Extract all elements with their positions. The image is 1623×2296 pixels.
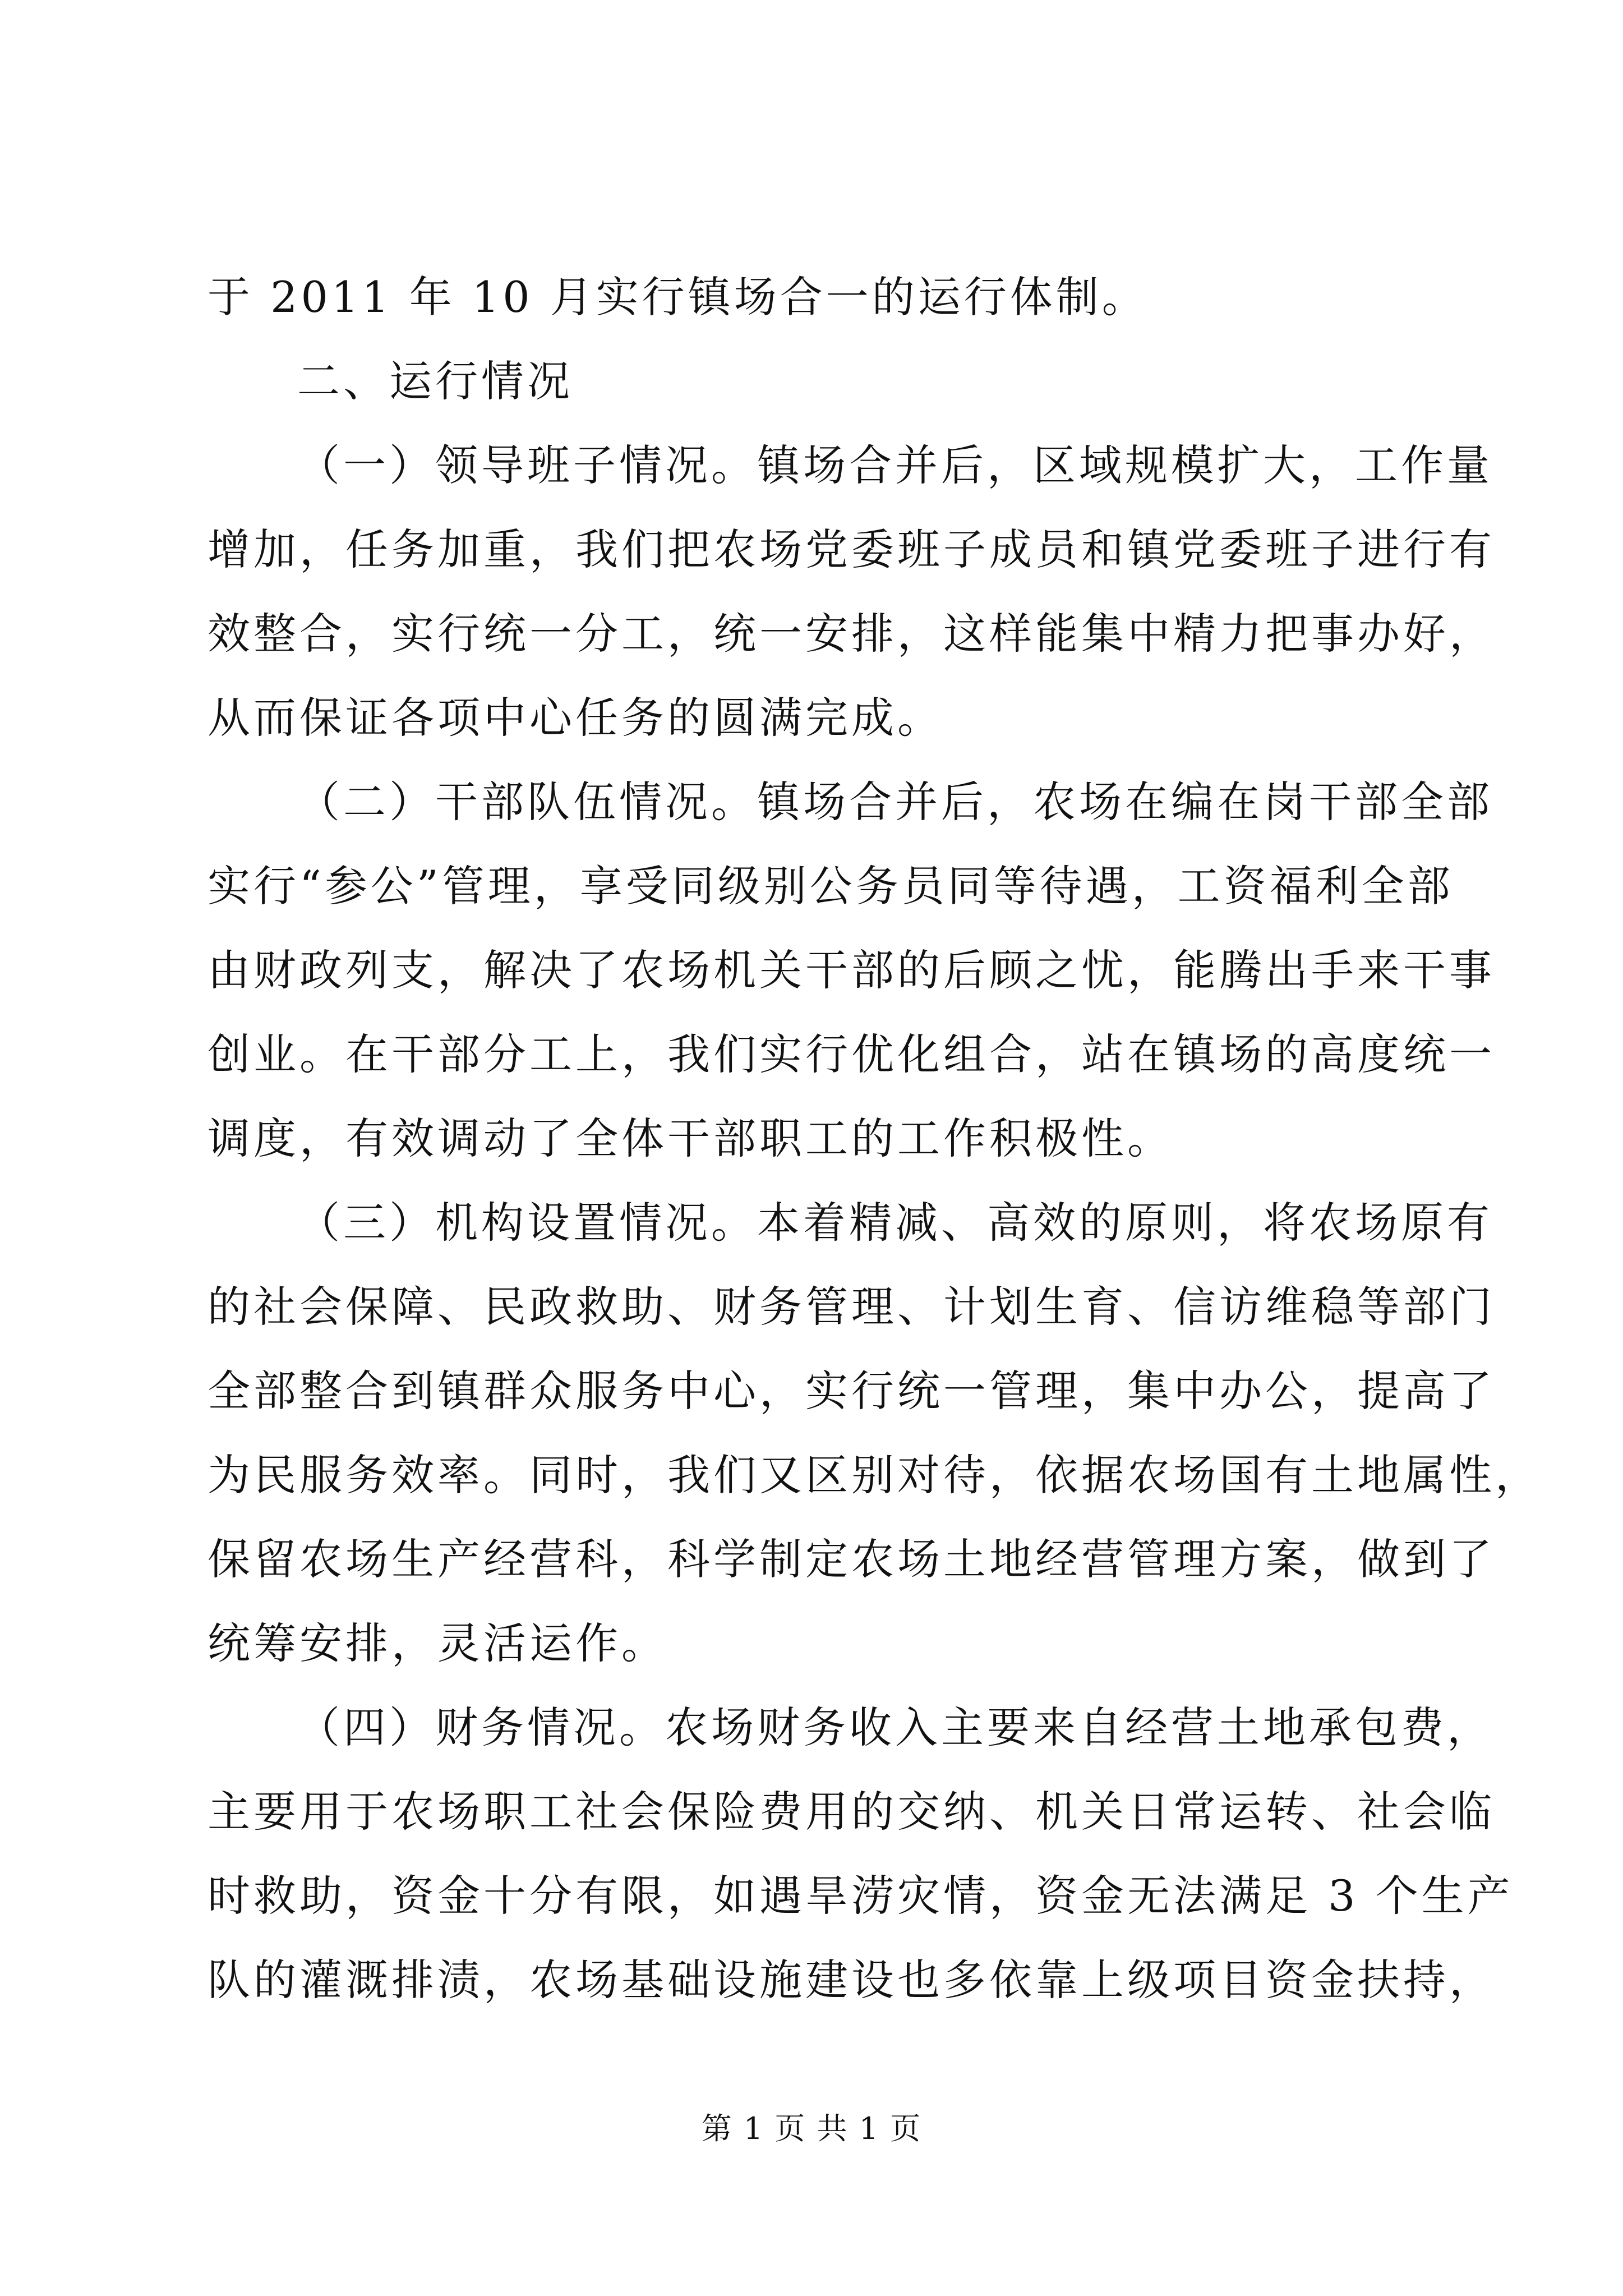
- text-line: （三）机构设置情况。本着精减、高效的原则，将农场原有: [297, 1198, 1493, 1248]
- text-line: 队的灌溉排渍，农场基础设施建设也多依靠上级项目资金扶持，: [208, 1955, 1495, 2005]
- text-line: 创业。在干部分工上，我们实行优化组合，站在镇场的高度统一: [208, 1029, 1495, 1079]
- text-line: 全部整合到镇群众服务中心，实行统一管理，集中办公，提高了: [208, 1366, 1495, 1416]
- text-line: 为民服务效率。同时，我们又区别对待，依据农场国有土地属性，: [208, 1450, 1541, 1500]
- text-line: 调度，有效调动了全体干部职工的工作积极性。: [208, 1114, 1173, 1163]
- text-line: 由财政列支，解决了农场机关干部的后顾之忧，能腾出手来干事: [208, 945, 1495, 995]
- text-line: 时救助，资金十分有限，如遇旱涝灾情，资金无法满足 3 个生产: [208, 1871, 1514, 1921]
- text-line: 的社会保障、民政救助、财务管理、计划生育、信访维稳等部门: [208, 1282, 1495, 1332]
- text-line: 效整合，实行统一分工，统一安排，这样能集中精力把事办好，: [208, 609, 1495, 659]
- text-line: 统筹安排，灵活运作。: [208, 1618, 667, 1668]
- text-line: （二）干部队伍情况。镇场合并后，农场在编在岗干部全部: [297, 777, 1493, 827]
- text-line: 增加，任务加重，我们把农场党委班子成员和镇党委班子进行有: [208, 524, 1495, 574]
- section-heading: 二、运行情况: [297, 356, 573, 406]
- text-line: 从而保证各项中心任务的圆满完成。: [208, 693, 943, 743]
- text-line: （四）财务情况。农场财务收入主要来自经营土地承包费，: [297, 1703, 1493, 1752]
- text-line: （一）领导班子情况。镇场合并后，区域规模扩大，工作量: [297, 440, 1493, 490]
- text-line: 于 2011 年 10 月实行镇场合一的运行体制。: [208, 272, 1148, 322]
- text-line: 保留农场生产经营科，科学制定农场土地经营管理方案，做到了: [208, 1534, 1495, 1584]
- text-line: 主要用于农场职工社会保险费用的交纳、机关日常运转、社会临: [208, 1787, 1495, 1837]
- text-line: 实行“参公”管理，享受同级别公务员同等待遇，工资福利全部: [208, 861, 1454, 911]
- page-number: 第 1 页 共 1 页: [701, 2111, 922, 2146]
